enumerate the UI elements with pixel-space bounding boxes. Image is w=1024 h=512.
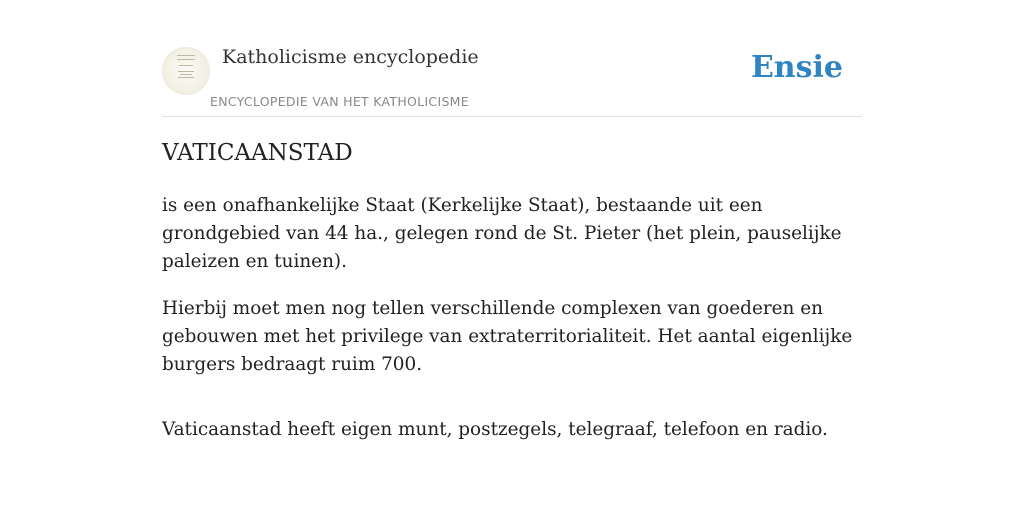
book-cover-thumbnail[interactable] [162,47,210,95]
book-title[interactable]: Katholicisme encyclopedie [222,46,479,68]
book-subtitle: ENCYCLOPEDIE VAN HET KATHOLICISME [210,94,469,109]
ensie-logo-link[interactable]: Ensie [750,50,843,85]
entry-paragraph: Hierbij moet men nog tellen verschillende complexen van goederen en gebouwen met het privilege van extraterritorialiteit. Het aantal eigenlijke burgers bedraagt ruim 700. [162,298,853,375]
entry-paragraph: Vaticaanstad heeft eigen munt, postzegels, telegraaf, telefoon en radio. [162,419,828,440]
entry-paragraph: is een onafhankelijke Staat (Kerkelijke Staat), bestaande uit een grondgebied van 44 ha., gelegen rond de St. Pieter (het plein, pauselijke paleizen en tuinen). [162,195,842,272]
entry-body [162,192,868,463]
entry-title: VATICAANSTAD [162,140,353,166]
encyclopedia-header [162,40,862,117]
